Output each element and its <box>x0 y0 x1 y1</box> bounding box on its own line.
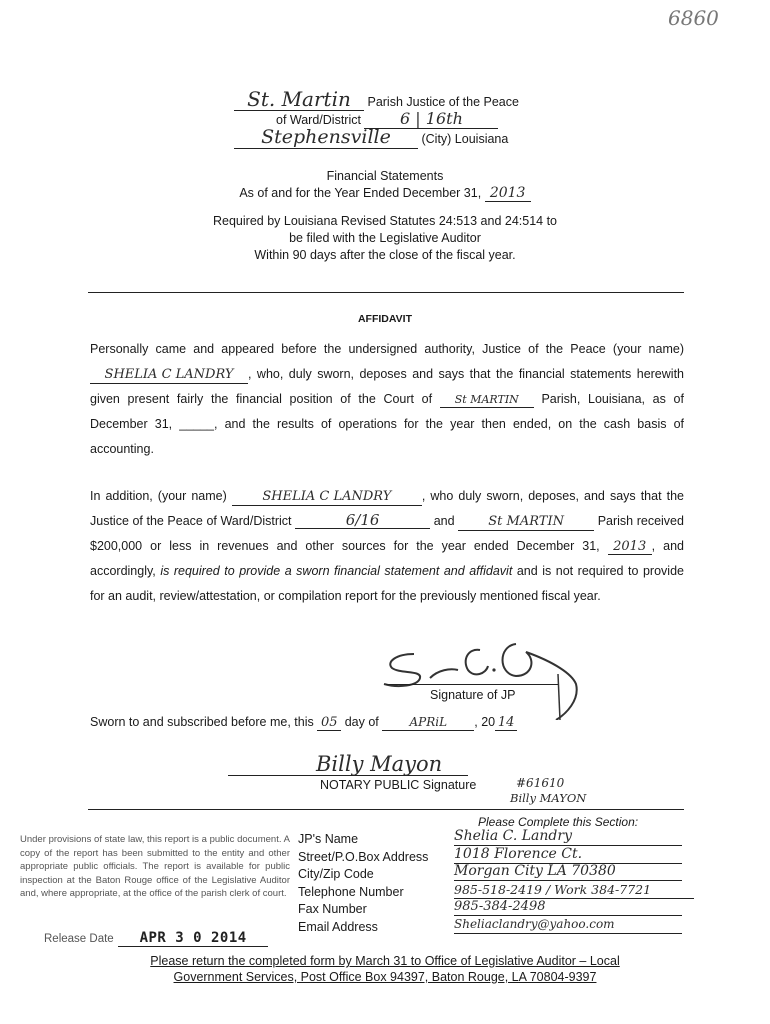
field-label-email: Email Address <box>298 919 378 934</box>
title-line-2 <box>0 185 770 202</box>
sworn-month: APRiL <box>382 715 474 731</box>
p2-text-e: and is not required to provide for an audit, review/attestation, or compilation report for the previously mentioned fiscal year. <box>90 564 684 603</box>
city-suffix: (City) Louisiana <box>421 132 509 146</box>
contact-row <box>298 918 698 936</box>
jp-signature <box>376 640 586 720</box>
ward-value: 6 | 16th <box>364 110 498 129</box>
affidavit-paragraph-1 <box>90 337 684 462</box>
required-line-2: be filed with the Legislative Auditor <box>289 231 481 245</box>
p1-text-d: , and the results of operations for the year then ended, on the cash basis of accounting. <box>90 417 684 456</box>
p1-blank: _____ <box>179 417 215 431</box>
release-date <box>44 929 268 947</box>
p1-text-a: Personally came and appeared before the undersigned authority, Justice of the Peace (your name) <box>90 342 684 356</box>
parish-suffix: Parish Justice of the Peace <box>367 95 519 109</box>
contact-fields <box>298 830 698 935</box>
field-value-city-zip: Morgan City LA 70380 <box>454 863 682 881</box>
release-date-label: Release Date <box>44 933 114 945</box>
field-label-address: Street/P.O.Box Address <box>298 849 429 864</box>
jp-name-2: SHELIA C LANDRY <box>232 489 422 506</box>
p1-text-b: , who, duly sworn, deposes and says that the financial statements herewith given present fairly the financial position of the Court of <box>90 367 684 406</box>
p2-text-d: , and accordingly, <box>90 539 684 578</box>
divider-bottom <box>88 809 684 810</box>
sworn-line <box>90 715 517 731</box>
footer-line-2: Government Services, Post Office Box 94397, Baton Rouge, LA 70804-9397 <box>173 970 597 984</box>
field-value-jp-name: Shelia C. Landry <box>454 828 682 846</box>
fiscal-year: 2013 <box>485 186 531 202</box>
required-line-3: Within 90 days after the close of the fiscal year. <box>254 248 516 262</box>
release-date-stamp: APR 3 0 2014 <box>118 930 268 947</box>
field-value-address: 1018 Florence Ct. <box>454 846 682 864</box>
notary-label: NOTARY PUBLIC Signature <box>320 778 477 792</box>
divider-top <box>88 292 684 293</box>
required-line-1: Required by Louisiana Revised Statutes 24:513 and 24:514 to <box>213 214 557 228</box>
p2-and: and <box>433 514 455 528</box>
field-label-city-zip: City/Zip Code <box>298 867 374 881</box>
signature-line <box>386 684 558 685</box>
year-ended-value: 2013 <box>608 539 652 555</box>
p1-text-c: Parish, Louisiana, as of December 31, <box>90 392 684 431</box>
title-block <box>0 168 770 264</box>
title-line-1: Financial Statements <box>326 169 444 183</box>
notary-number: #61610 <box>516 776 565 790</box>
affidavit-paragraph-2 <box>90 484 684 609</box>
public-document-disclaimer: Under provisions of state law, this report is a public document. A copy of the report has been submitted to the entity and other appropriate public officials. The report is available for public inspection at the Baton Rouge office of the Legislative Auditor and, where appropriate, at the office of the parish clerk of court. <box>20 834 290 899</box>
field-value-fax: 985-384-2498 <box>454 898 682 916</box>
p2-italic: is required to provide a sworn financial statement and affidavit <box>160 564 513 578</box>
field-label-fax: Fax Number <box>298 902 367 916</box>
parish-line <box>234 88 519 111</box>
affidavit-heading: AFFIDAVIT <box>357 313 413 325</box>
footer-line-1: Please return the completed form by March 31 to Office of Legislative Auditor – Local <box>150 954 620 968</box>
ward-district-value: 6/16 <box>295 512 430 529</box>
field-value-telephone: 985-518-2419 / Work 384-7721 <box>454 881 694 899</box>
field-label-jp-name: JP's Name <box>298 832 359 846</box>
document-number: 6860 <box>668 6 719 30</box>
ward-prefix: of Ward/District <box>276 113 361 127</box>
sworn-year-prefix: , 20 <box>474 715 496 729</box>
field-value-email: Sheliaclandry@yahoo.com <box>454 916 682 934</box>
p2-text-a: In addition, (your name) <box>90 489 227 503</box>
please-complete: Please Complete this Section: <box>478 815 639 829</box>
signature-label: Signature of JP <box>430 688 516 702</box>
p2-text-c: Parish received $200,000 or less in revenues and other sources for the year ended December 31, <box>90 514 684 553</box>
notary-signature: Billy Mayon <box>316 752 443 776</box>
notary-printed-name: Billy MAYON <box>510 791 587 805</box>
sworn-prefix: Sworn to and subscribed before me, this <box>90 715 314 729</box>
parish-value-2: St MARTIN <box>458 514 594 531</box>
city-line <box>234 126 508 149</box>
sworn-day-of: day of <box>344 715 379 729</box>
sworn-day: 05 <box>317 715 341 731</box>
city-value: Stephensville <box>234 126 418 149</box>
title-text: As of and for the Year Ended December 31, <box>239 186 482 200</box>
jp-name-1: SHELIA C LANDRY <box>90 367 248 384</box>
p2-text-b: , who duly sworn, deposes, and says that the Justice of the Peace of Ward/District <box>90 489 684 528</box>
field-label-telephone: Telephone Number <box>298 884 404 899</box>
sworn-year: 14 <box>495 715 517 731</box>
notary-line <box>228 775 468 776</box>
court-parish: St MARTIN <box>440 392 534 408</box>
parish-value: St. Martin <box>234 88 364 111</box>
footer-instructions <box>0 953 770 985</box>
